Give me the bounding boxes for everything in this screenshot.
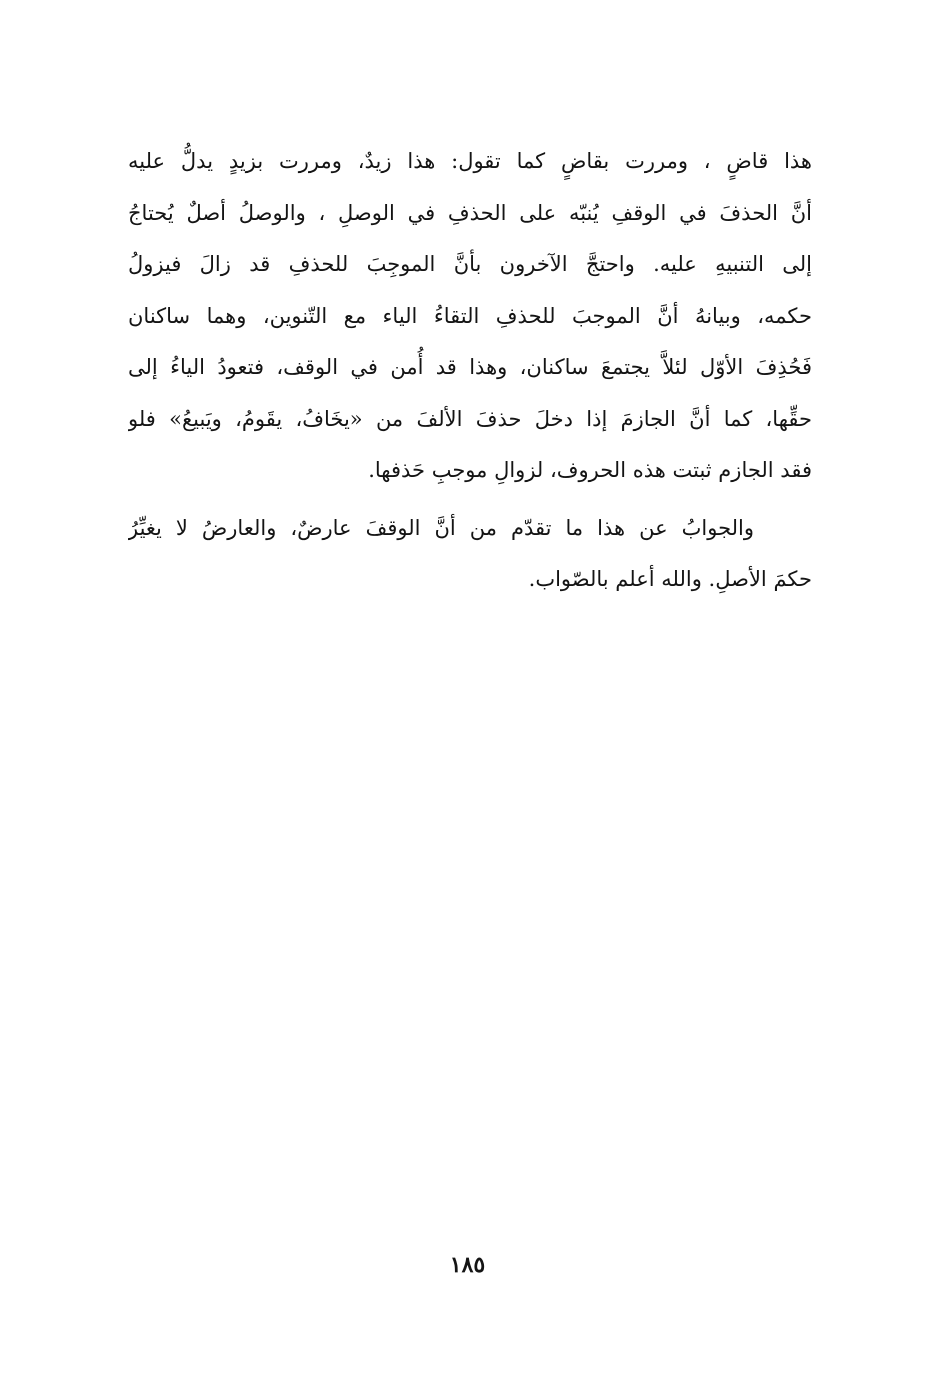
text-line: فَحُذِفَ الأوّل لئلاَّ يجتمعَ ساكنان، وهذا قد أُمن في الوقف، فتعودُ الياءُ إلى bbox=[128, 355, 812, 379]
paragraph-2 bbox=[128, 503, 812, 606]
text-line: والجوابُ عن هذا ما تقدّم من أنَّ الوقفَ عارضٌ، والعارضُ لا يغيِّرُ bbox=[128, 515, 754, 540]
text-line: حكمَ الأصلِ. والله أعلم بالصّواب. bbox=[528, 567, 812, 591]
text-line: أنَّ الحذفَ في الوقفِ يُنبّه على الحذفِ في الوصلِ ، والوصلُ أصلٌ يُحتاجُ bbox=[128, 200, 812, 225]
text-line: إلى التنبيهِ عليه. واحتجَّ الآخرون بأنَّ الموجِبَ للحذفِ قد زالَ فيزولُ bbox=[128, 252, 812, 276]
text-line: حكمه، وبيانهُ أنَّ الموجبَ للحذفِ التقاءُ الياء مع التّنوين، وهما ساكنان bbox=[128, 303, 812, 328]
main-text bbox=[128, 136, 812, 606]
text-line: حقِّها، كما أنَّ الجازمَ إذا دخلَ حذفَ الألفَ من «يخَافُ، يقَومُ، ويَبيعُ» فلو bbox=[128, 406, 812, 431]
text-line: هذا قاضٍ ، ومررت بقاضٍ كما تقول: هذا زيدٌ، ومررت بزيدٍ يدلُّ عليه bbox=[128, 149, 812, 173]
paragraph-1 bbox=[128, 136, 812, 497]
text-line: فقد الجازم ثبتت هذه الحروف، لزوالِ موجبِ حَذفها. bbox=[368, 458, 812, 482]
page-number: ١٨٥ bbox=[449, 1252, 486, 1278]
